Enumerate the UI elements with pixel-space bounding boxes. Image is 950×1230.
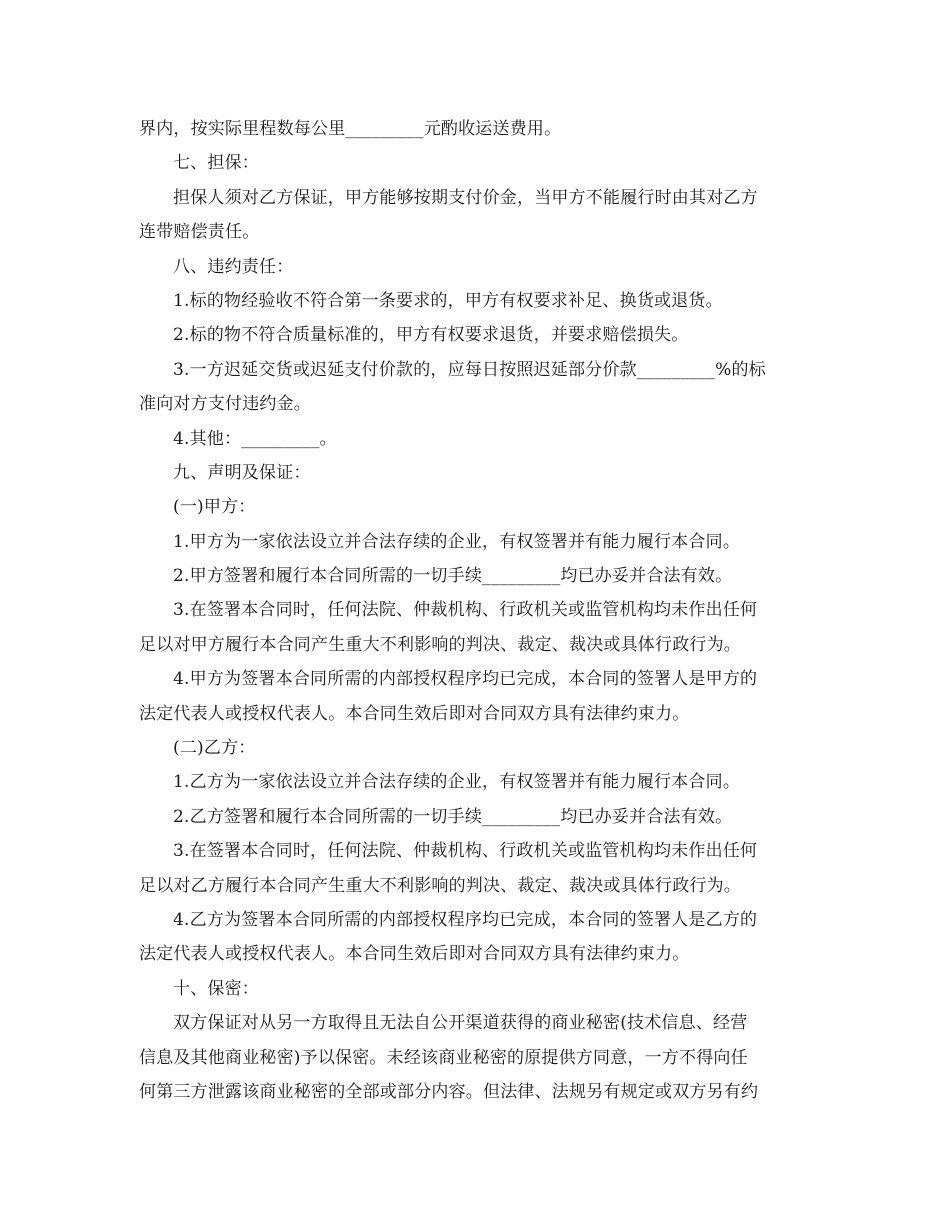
text-line: 足以对甲方履行本合同产生重大不利影响的判决、裁定、裁决或具体行政行为。: [139, 634, 741, 655]
subsection-heading-party-a: (一)甲方：: [173, 497, 256, 518]
text-line: 法定代表人或授权代表人。本合同生效后即对合同双方具有法律约束力。: [139, 703, 690, 724]
text-line: 连带赔偿责任。: [139, 222, 260, 243]
section-heading-guarantee: 七、担保：: [173, 153, 259, 174]
text-line: 4.其他：_________。: [173, 428, 337, 449]
text-line: 1.乙方为一家依法设立并合法存续的企业，有权签署并有能力履行本合同。: [173, 772, 741, 793]
text-line: 2.标的物不符合质量标准的，甲方有权要求退货，并要求赔偿损失。: [173, 325, 689, 346]
text-line: 足以对乙方履行本合同产生重大不利影响的判决、裁定、裁决或具体行政行为。: [139, 875, 741, 896]
text-line: 3.在签署本合同时，任何法院、仲裁机构、行政机关或监管机构均未作出任何: [173, 600, 758, 621]
text-line: 双方保证对从另一方取得且无法自公开渠道获得的商业秘密(技术信息、经营: [173, 1013, 748, 1034]
text-line: 法定代表人或授权代表人。本合同生效后即对合同双方具有法律约束力。: [139, 944, 690, 965]
text-line: 3.一方迟延交货或迟延支付价款的，应每日按照迟延部分价款_________%的标: [173, 359, 766, 380]
text-line: 准向对方支付违约金。: [139, 394, 311, 415]
contract-text: [139, 112, 815, 1109]
text-line: 1.甲方为一家依法设立并合法存续的企业，有权签署并有能力履行本合同。: [173, 531, 741, 552]
text-line: 信息及其他商业秘密)予以保密。未经该商业秘密的原提供方同意，一方不得向任: [139, 1047, 748, 1068]
section-heading-confidentiality: 十、保密：: [173, 978, 259, 999]
subsection-heading-party-b: (二)乙方：: [173, 738, 256, 759]
text-line: 界内，按实际里程数每公里_________元酌收运送费用。: [139, 119, 562, 139]
text-line: 1.标的物经验收不符合第一条要求的，甲方有权要求补足、换货或退货。: [173, 290, 723, 311]
section-heading-liability: 八、违约责任：: [173, 256, 294, 277]
text-line: 4.乙方为签署本合同所需的内部授权程序均已完成，本合同的签署人是乙方的: [173, 909, 758, 930]
section-heading-declarations: 九、声明及保证：: [173, 462, 311, 483]
text-line: 4.甲方为签署本合同所需的内部授权程序均已完成，本合同的签署人是甲方的: [173, 669, 758, 690]
text-line: 3.在签署本合同时，任何法院、仲裁机构、行政机关或监管机构均未作出任何: [173, 841, 758, 862]
text-line: 2.甲方签署和履行本合同所需的一切手续_________均已办妥并合法有效。: [173, 566, 733, 587]
text-line: 担保人须对乙方保证，甲方能够按期支付价金，当甲方不能履行时由其对乙方: [173, 187, 758, 208]
text-line: 2.乙方签署和履行本合同所需的一切手续_________均已办妥并合法有效。: [173, 806, 733, 827]
text-line: 何第三方泄露该商业秘密的全部或部分内容。但法律、法规另有规定或双方另有约: [139, 1081, 759, 1102]
